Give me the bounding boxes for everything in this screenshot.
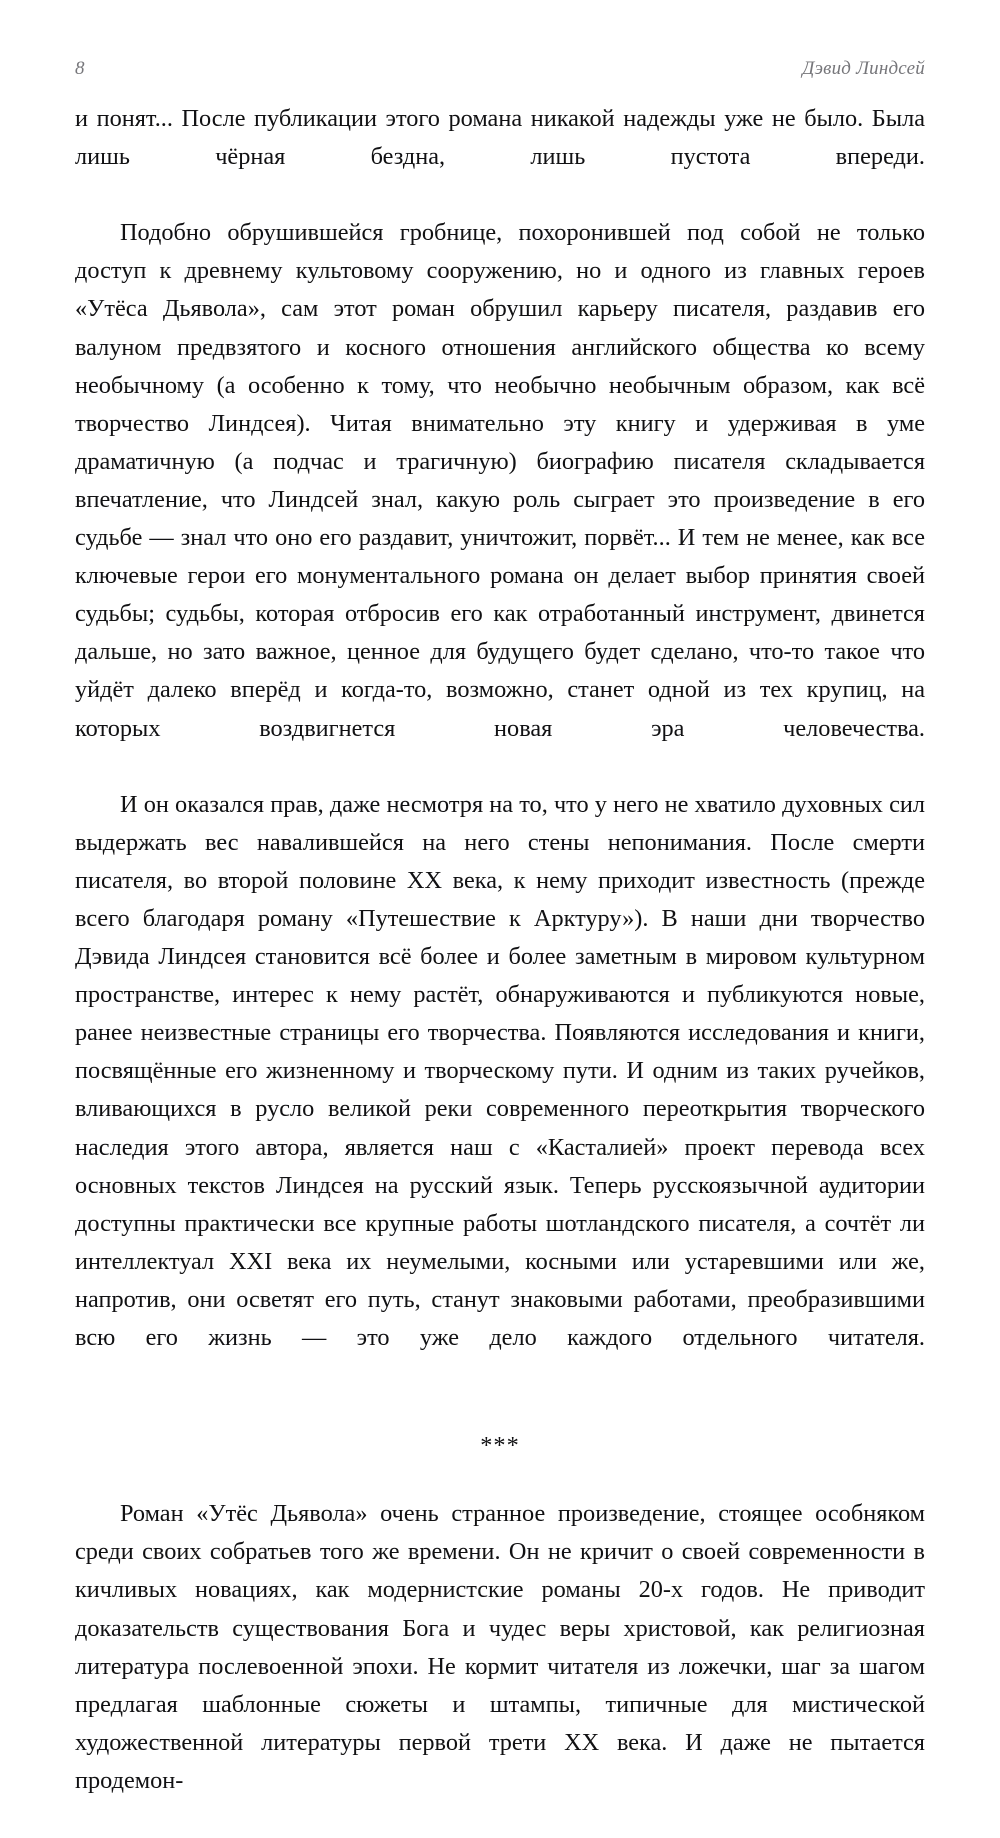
running-title: Дэвид Линдсей [802,58,925,79]
text-block [75,100,925,1838]
paragraph: Подобно обрушившейся гробнице, похоронившей под собой не только доступ к древнему культовому сооружению, но и одного из главных героев «Утёса Дьявола», сам этот роман обрушил карьеру писателя, раздавив его валуном предвзятого и косного отношения английского общества ко всему необычному (а особенно к тому, что необычно необычным образом, как всё творчество Линдсея). Читая внимательно эту книгу и удерживая в уме драматичную (а подчас и трагичную) биографию писателя складывается впечатление, что Линдсей знал, какую роль сыграет это произведение в его судьбе — знал что оно его раздавит, уничтожит, порвёт... И тем не менее, как все ключевые герои его монументального романа он делает выбор принятия своей судьбы; судьбы, которая отбросив его как отработанный инструмент, двинется дальше, но зато важное, ценное для будущего будет сделано, что-то такое что уйдёт далеко вперёд и когда-то, возможно, станет одной из тех крупиц, на которых воздвигнется новая эра человечества. [75,219,925,742]
spacer [75,1465,925,1495]
page-number: 8 [75,58,85,79]
paragraph: и понят... После публикации этого романа никакой надежды уже не было. Была лишь чёрная бездна, лишь пустота впереди. [75,105,925,171]
paragraph: Роман «Утёс Дьявола» очень странное произведение, стоящее особняком среди своих собратьев того же времени. Он не кричит о своей современности в кичливых новациях, как модернистские романы 20-х годов. Не приводит доказательств существования Бога и чудес веры христовой, как религиозная литература послевоенной эпохи. Не кормит читателя из ложечки, шаг за шагом предлагая шаблонные сюжеты и штампы, типичные для мистической художественной литературы первой трети XX века. И даже не пытается продемон- [75,1500,925,1794]
paragraph: И он оказался прав, даже несмотря на то, что у него не хватило духовных сил выдержать вес навалившейся на него стены непонимания. После смерти писателя, во второй половине XX века, к нему приходит известность (прежде всего благодаря роману «Путешествие к Арктуру»). В наши дни творчество Дэвида Линдсея становится всё более и более заметным в мировом культурном пространстве, интерес к нему растёт, обнаруживаются и публикуются новые, ранее неизвестные страницы его творчества. Появляются исследования и книги, посвящённые его жизненному и творческому пути. И одним из таких ручейков, вливающихся в русло великой реки современного переоткрытия творческого наследия этого автора, является наш с «Касталией» проект перевода всех основных текстов Линдсея на русский язык. Теперь русскоязычной аудитории доступны практически все крупные работы шотландского писателя, а сочтёт ли интеллектуал XXI века их неумелыми, косными или устаревшими или же, напротив, они осветят его путь, станут знаковыми работами, преобразившими всю его жизнь — это уже дело каждого отдельного читателя. [75,790,925,1351]
running-head [75,58,925,84]
spacer [75,1395,925,1427]
section-separator: *** [480,1432,520,1460]
